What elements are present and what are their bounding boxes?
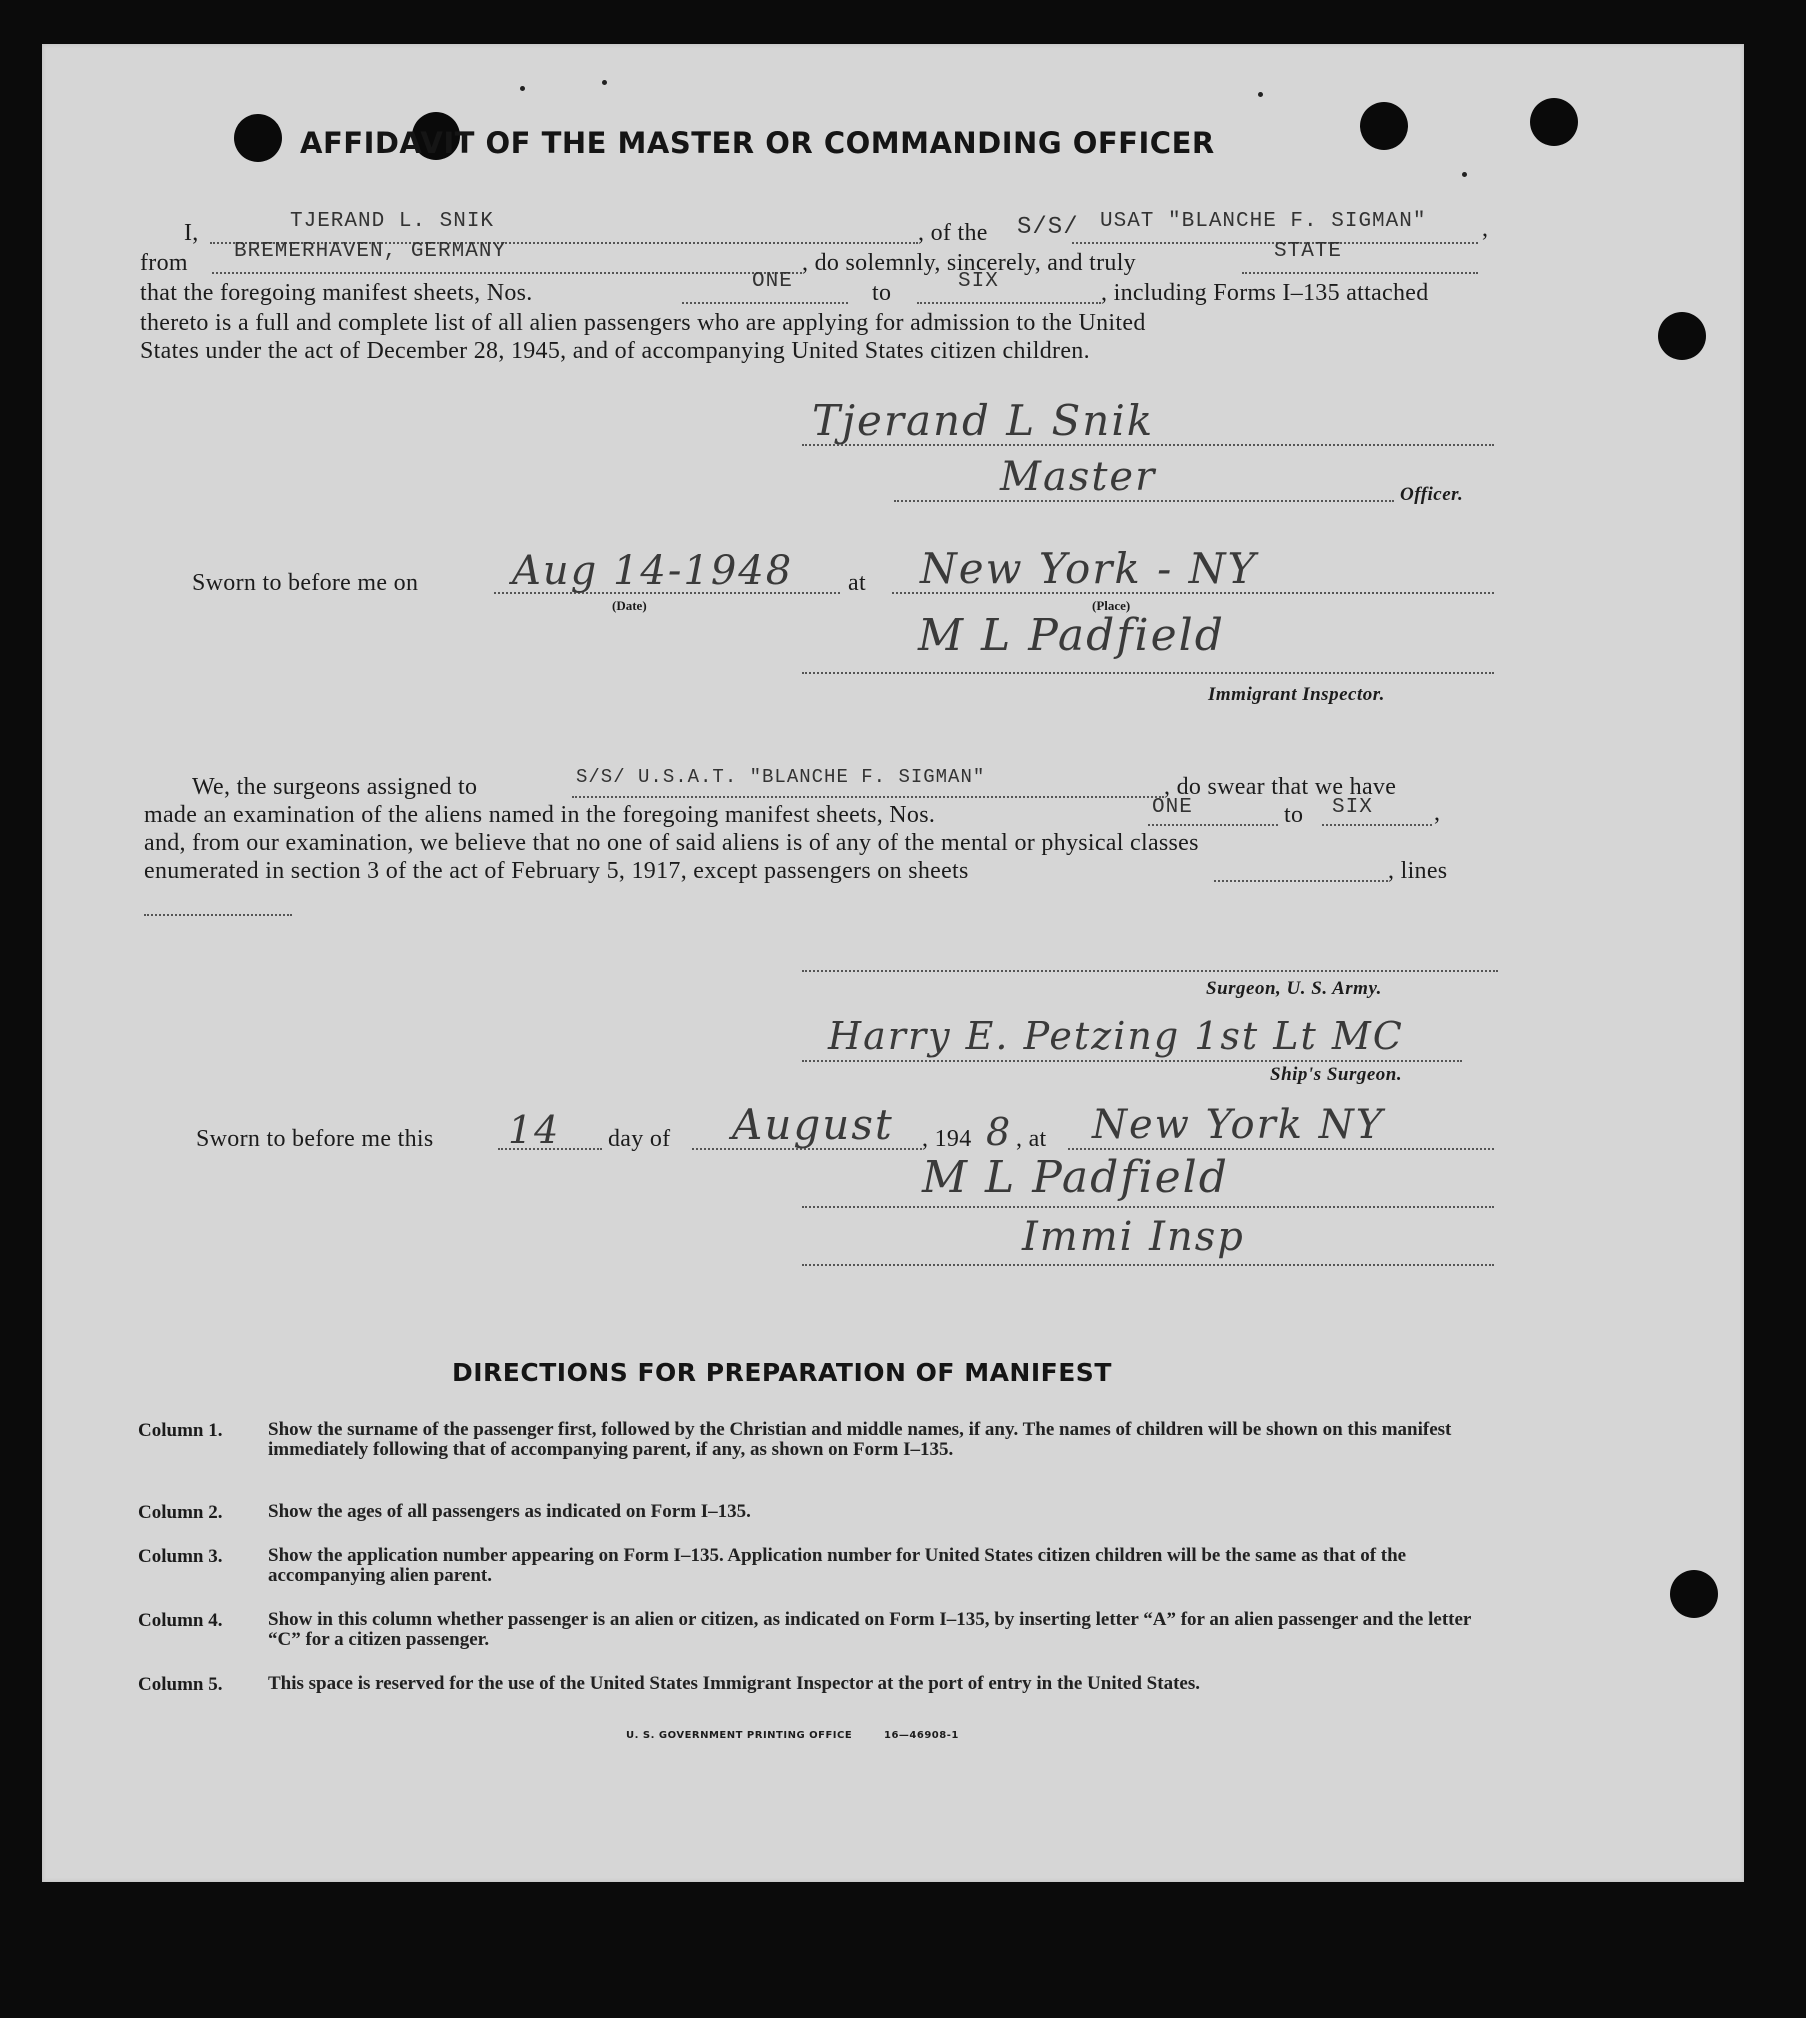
sworn-date: Aug 14-1948 [512, 548, 794, 594]
punch-hole [1360, 102, 1408, 150]
state-line [1242, 272, 1478, 274]
officer-line [894, 500, 1394, 502]
ship-surgeon-line [802, 1060, 1462, 1062]
speck [602, 80, 607, 85]
date-label: (Date) [612, 598, 647, 613]
column-5-label: Column 5. [138, 1674, 223, 1695]
sworn-label: Sworn to before me on [192, 570, 419, 596]
speck [520, 86, 525, 91]
of-the-label: , of the [918, 220, 988, 246]
lines-line [144, 914, 292, 916]
surgeons-text-4: enumerated in section 3 of the act of February 5, 1917, except passengers on sheets [144, 858, 969, 884]
ship-surgeon-signature: Harry E. Petzing 1st Lt MC [828, 1014, 1404, 1058]
affidavit-line-4: thereto is a full and complete list of all alien passengers who are applying for admission to the United [140, 310, 1146, 336]
document-page [42, 44, 1744, 1882]
ship-prefix: S/S/ [1017, 214, 1079, 241]
surgeons-ship-line [572, 796, 1164, 798]
column-1-text: Show the surname of the passenger first, followed by the Christian and middle names, if any. The names of children will be shown on this manifest immediately following that of accompanying parent, if any, as shown on Form I–135. [268, 1419, 1452, 1460]
comma: , [1434, 800, 1441, 826]
sheet-to: SIX [958, 270, 999, 293]
day-of-label: day of [608, 1126, 671, 1152]
solemnly-text: , do solemnly, sincerely, and truly [802, 250, 1136, 276]
sworn-2-day: 14 [508, 1108, 561, 1152]
surgeons-sheet-to: SIX [1332, 796, 1373, 819]
sheet-from-line [682, 302, 848, 304]
i-label: I, [184, 220, 199, 246]
master-name: TJERAND L. SNIK [290, 210, 495, 233]
sworn-place: New York - NY [920, 544, 1258, 593]
surgeons-from-line [1148, 824, 1278, 826]
column-3-label: Column 3. [138, 1546, 223, 1567]
surgeons-to-line [1322, 824, 1432, 826]
column-2-text: Show the ages of all passengers as indicated on Form I–135. [268, 1501, 751, 1522]
except-sheets-line [1214, 880, 1388, 882]
year-prefix: , 194 [922, 1126, 972, 1152]
column-5-text: This space is reserved for the use of the United States Immigrant Inspector at the port of entry in the United States. [268, 1673, 1200, 1694]
army-surgeon-line [802, 970, 1498, 972]
from-place: BREMERHAVEN, GERMANY [234, 240, 507, 263]
surgeons-text-1b: , do swear that we have [1164, 774, 1397, 800]
surgeons-sheet-from: ONE [1152, 796, 1193, 819]
punch-hole [1658, 312, 1706, 360]
speck [1462, 172, 1467, 177]
army-surgeon-label: Surgeon, U. S. Army. [1206, 978, 1382, 999]
from-place-line [212, 272, 802, 274]
inspector-line [802, 672, 1494, 674]
manifest-sheets-text: that the foregoing manifest sheets, Nos. [140, 280, 533, 306]
officer-label: Officer. [1400, 484, 1464, 505]
signature-line [802, 444, 1494, 446]
punch-hole [1670, 1570, 1718, 1618]
ship-name: USAT "BLANCHE F. SIGMAN" [1100, 210, 1427, 233]
forms-text: , including Forms I–135 attached [1101, 280, 1429, 306]
column-3-text: Show the application number appearing on Form I–135. Application number for United States citizen children will be the same as that of the accompanying alien parent. [268, 1545, 1407, 1586]
sworn-2-place: New York NY [1092, 1102, 1385, 1148]
column-4-text: Show in this column whether passenger is an alien or citizen, as indicated on Form I–135, by inserting letter “A” for an alien passenger and the letter “C” for a citizen passenger. [268, 1609, 1471, 1650]
sworn-2-inspector-line [802, 1206, 1494, 1208]
directions-title: DIRECTIONS FOR PREPARATION OF MANIFEST [452, 1358, 1112, 1387]
at-label: at [848, 570, 866, 596]
year-digit: 8 [986, 1110, 1013, 1154]
punch-hole [1530, 98, 1578, 146]
printer-imprint: U. S. GOVERNMENT PRINTING OFFICE [626, 1730, 853, 1741]
sworn-2-title-line [802, 1264, 1494, 1266]
ship-surgeon-label: Ship's Surgeon. [1270, 1064, 1403, 1085]
surgeons-text-2: made an examination of the aliens named in the foregoing manifest sheets, Nos. [144, 802, 936, 828]
affidavit-line-5: States under the act of December 28, 1945, and of accompanying United States citizen children. [140, 338, 1090, 364]
sworn-2-label: Sworn to before me this [196, 1126, 434, 1152]
inspector-label: Immigrant Inspector. [1208, 684, 1385, 705]
surgeons-ship: S/S/ U.S.A.T. "BLANCHE F. SIGMAN" [576, 766, 986, 788]
form-number: 16—46908-1 [884, 1730, 959, 1741]
master-title-handwritten: Master [1000, 454, 1157, 500]
surgeons-text-1: We, the surgeons assigned to [192, 774, 478, 800]
punch-hole [234, 114, 282, 162]
place-label: (Place) [1092, 598, 1131, 613]
speck [1258, 92, 1263, 97]
sheet-to-line [917, 302, 1101, 304]
sworn-2-inspector-title: Immi Insp [1022, 1214, 1245, 1260]
affidavit-title: AFFIDAVIT OF THE MASTER OR COMMANDING OFFICER [300, 126, 1215, 160]
column-4-label: Column 4. [138, 1610, 223, 1631]
sworn-2-month: August [732, 1100, 894, 1149]
from-label: from [140, 250, 188, 276]
column-1-label: Column 1. [138, 1420, 223, 1441]
sworn-2-inspector-signature: M L Padfield [922, 1152, 1229, 1203]
inspector-signature: M L Padfield [918, 610, 1225, 661]
sheet-from: ONE [752, 270, 793, 293]
master-signature: Tjerand L Snik [812, 396, 1155, 445]
to-label: to [872, 280, 892, 306]
surgeons-to-label: to [1284, 802, 1304, 828]
lines-label: , lines [1388, 858, 1448, 884]
column-2-label: Column 2. [138, 1502, 223, 1523]
state-word: STATE [1274, 240, 1343, 263]
sworn-2-place-line [1068, 1148, 1494, 1150]
comma: , [1482, 216, 1489, 242]
sworn-2-at-label: , at [1016, 1126, 1047, 1152]
surgeons-text-3: and, from our examination, we believe that no one of said aliens is of any of the mental or physical classes [144, 830, 1199, 856]
